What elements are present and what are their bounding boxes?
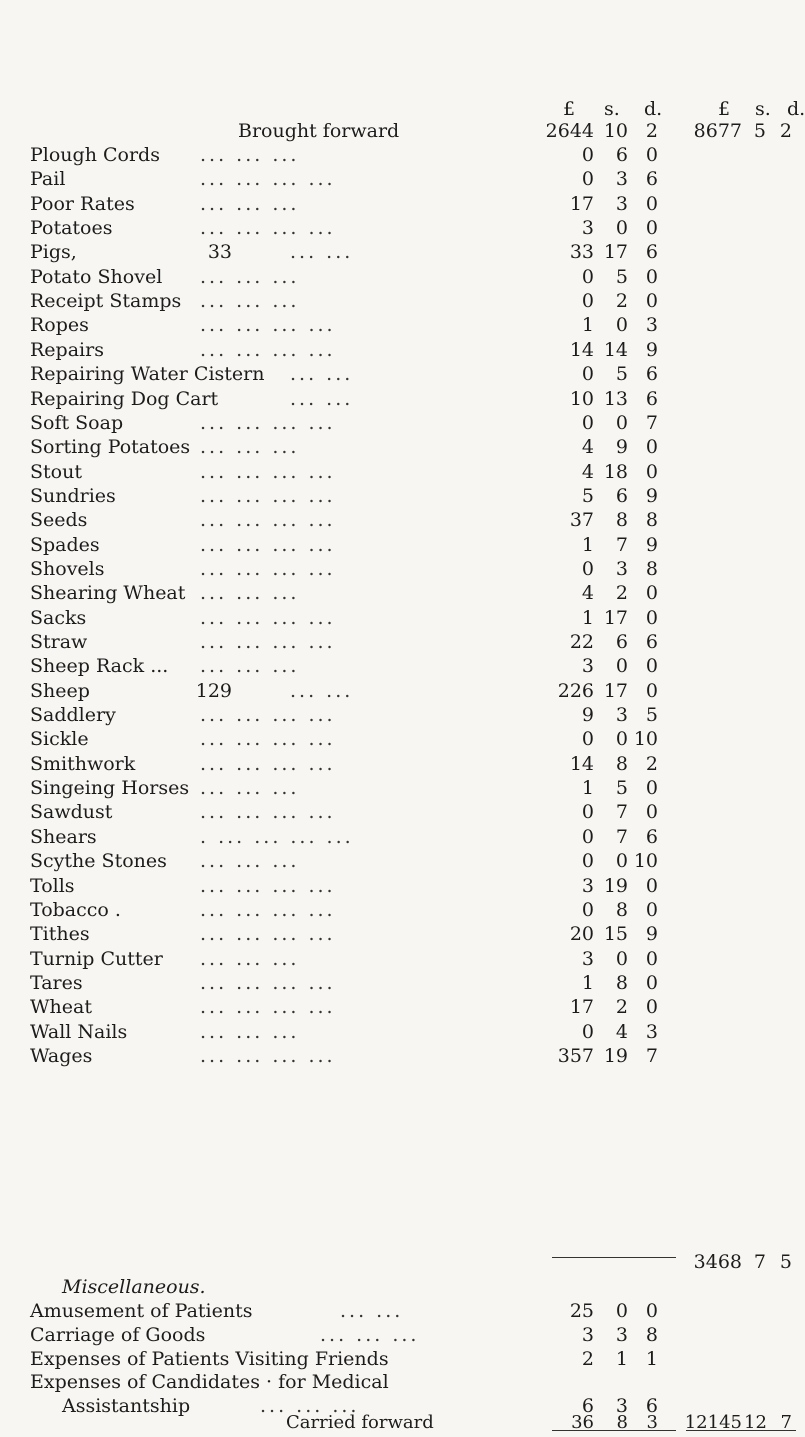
item-shillings: 17	[603, 680, 628, 702]
item-pounds: 0	[581, 801, 594, 823]
item-shillings: 0	[615, 655, 628, 677]
total-pound-header: £	[718, 98, 731, 120]
brought-forward-total-pence: 2	[779, 120, 792, 142]
item-pence: 7	[645, 412, 658, 434]
item-label: Sundries	[30, 485, 116, 507]
item-pence: 0	[645, 680, 658, 702]
item-pence: 9	[645, 485, 658, 507]
item-shillings: 17	[603, 607, 628, 629]
item-shillings: 2	[615, 582, 628, 604]
item-pence: 3	[645, 1021, 658, 1043]
item-pounds: 0	[581, 1021, 594, 1043]
item-pounds: 1	[581, 607, 594, 629]
leader-dots: ... ... ... ...	[200, 899, 336, 921]
misc-shillings: 0	[615, 1300, 628, 1322]
carried-forward-total-shillings: 12	[744, 1412, 767, 1433]
item-label: Ropes	[30, 314, 89, 336]
item-quantity: 33	[207, 241, 232, 263]
item-pounds: 357	[557, 1045, 594, 1067]
item-pounds: 4	[581, 582, 594, 604]
item-pounds: 9	[581, 704, 594, 726]
leader-dots: ... ... ... ...	[200, 534, 336, 556]
item-label: Potato Shovel	[30, 266, 163, 288]
leader-dots: ... ... ...	[200, 290, 300, 312]
leader-dots: ... ... ...	[200, 777, 300, 799]
brought-forward-label: Brought forward	[238, 120, 400, 142]
item-pounds: 0	[581, 290, 594, 312]
item-pence: 0	[645, 948, 658, 970]
misc-heading: Miscellaneous.	[62, 1276, 206, 1298]
item-pence: 0	[645, 875, 658, 897]
item-label: Straw	[30, 631, 88, 653]
item-pence: 0	[645, 801, 658, 823]
misc-item-label: Expenses of Candidates · for Medical	[30, 1371, 389, 1393]
item-shillings: 6	[615, 485, 628, 507]
item-shillings: 17	[603, 241, 628, 263]
leader-dots: ... ... ... ...	[200, 875, 336, 897]
item-pence: 3	[645, 314, 658, 336]
item-pence: 0	[645, 996, 658, 1018]
item-pounds: 3	[581, 875, 594, 897]
item-shillings: 18	[603, 461, 628, 483]
misc-pence: 8	[645, 1324, 658, 1346]
leader-dots: ... ...	[340, 1300, 404, 1322]
leader-dots: ... ... ...	[200, 655, 300, 677]
item-shillings: 14	[603, 339, 628, 361]
item-pounds: 37	[569, 509, 594, 531]
item-pounds: 3	[581, 217, 594, 239]
item-shillings: 0	[615, 948, 628, 970]
item-pence: 6	[645, 241, 658, 263]
brought-forward-total-pounds: 8677	[693, 120, 742, 142]
item-pounds: 33	[569, 241, 594, 263]
leader-dots: ... ... ... ...	[200, 631, 336, 653]
item-label: Potatoes	[30, 217, 113, 239]
item-label: Smithwork	[30, 753, 136, 775]
leader-dots: ... ... ...	[200, 193, 300, 215]
item-shillings: 5	[615, 777, 628, 799]
item-label: Wheat	[30, 996, 92, 1018]
item-shillings: 5	[615, 363, 628, 385]
item-label: Singeing Horses	[30, 777, 190, 799]
item-label: Shearing Wheat	[30, 582, 186, 604]
item-pence: 6	[645, 168, 658, 190]
item-pence: 0	[645, 144, 658, 166]
leader-dots: ... ... ...	[200, 850, 300, 872]
item-pence: 0	[645, 217, 658, 239]
leader-dots: ... ... ... ...	[200, 923, 336, 945]
item-pence: 0	[645, 899, 658, 921]
item-pounds: 14	[569, 753, 594, 775]
misc-item-label: Carriage of Goods	[30, 1324, 206, 1346]
item-shillings: 3	[615, 193, 628, 215]
leader-dots: ... ... ... ...	[200, 753, 336, 775]
total-pence-header: d.	[787, 98, 805, 120]
misc-shillings: 3	[615, 1395, 628, 1417]
item-pence: 0	[645, 436, 658, 458]
leader-dots: ... ... ...	[260, 1395, 360, 1417]
item-pence: 2	[645, 753, 658, 775]
leader-dots: ... ... ...	[200, 436, 300, 458]
item-label: Plough Cords	[30, 144, 160, 166]
item-shillings: 15	[603, 923, 628, 945]
item-label: Tobacco .	[30, 899, 121, 921]
misc-pence: 0	[645, 1300, 658, 1322]
item-quantity: 129	[195, 680, 232, 702]
item-pence: 6	[645, 631, 658, 653]
misc-item-label: Expenses of Patients Visiting Friends	[30, 1348, 389, 1370]
item-pounds: 1	[581, 314, 594, 336]
item-label: Stout	[30, 461, 82, 483]
item-label: Repairing Water Cistern	[30, 363, 265, 385]
item-label: Pigs,	[30, 241, 77, 263]
leader-dots: ... ... ... ...	[200, 607, 336, 629]
item-pence: 10	[633, 850, 658, 872]
item-pence: 0	[645, 777, 658, 799]
item-pounds: 20	[569, 923, 594, 945]
brought-forward-pounds: 2644	[545, 120, 594, 142]
item-shillings: 8	[615, 509, 628, 531]
leader-dots: ... ... ... ...	[200, 704, 336, 726]
misc-shillings: 1	[615, 1348, 628, 1370]
item-pounds: 17	[569, 996, 594, 1018]
leader-dots: ... ... ...	[200, 948, 300, 970]
brought-forward-shillings: 10	[603, 120, 628, 142]
leader-dots: ... ... ... ...	[200, 461, 336, 483]
item-pence: 0	[645, 972, 658, 994]
leader-dots: ... ... ... ...	[200, 339, 336, 361]
brought-forward-pence: 2	[645, 120, 658, 142]
item-pence: 0	[645, 582, 658, 604]
leader-dots: ... ... ... ...	[200, 412, 336, 434]
item-label: Shears	[30, 826, 97, 848]
item-shillings: 19	[603, 1045, 628, 1067]
misc-shillings: 3	[615, 1324, 628, 1346]
item-label: Spades	[30, 534, 100, 556]
item-shillings: 5	[615, 266, 628, 288]
item-pence: 8	[645, 509, 658, 531]
item-shillings: 9	[615, 436, 628, 458]
item-shillings: 0	[615, 850, 628, 872]
item-pounds: 1	[581, 972, 594, 994]
item-pounds: 0	[581, 850, 594, 872]
item-pence: 0	[645, 655, 658, 677]
item-pence: 0	[645, 607, 658, 629]
item-label: Wall Nails	[30, 1021, 128, 1043]
subtotal-rule	[552, 1257, 676, 1258]
misc-pounds: 6	[581, 1395, 594, 1417]
item-label: Scythe Stones	[30, 850, 167, 872]
item-label: Wages	[30, 1045, 93, 1067]
item-pounds: 0	[581, 728, 594, 750]
carried-forward-shillings: 8	[616, 1412, 628, 1433]
item-pounds: 0	[581, 266, 594, 288]
item-pounds: 226	[557, 680, 594, 702]
item-label: Sacks	[30, 607, 87, 629]
item-pence: 9	[645, 923, 658, 945]
item-pence: 10	[633, 728, 658, 750]
item-label: Sheep Rack ...	[30, 655, 169, 677]
item-label: Soft Soap	[30, 412, 124, 434]
leader-dots: ... ... ... ...	[200, 485, 336, 507]
leader-dots: ... ... ... ...	[200, 558, 336, 580]
item-pounds: 10	[569, 388, 594, 410]
leader-dots: . ... ... ... ...	[200, 826, 354, 848]
leader-dots: ... ... ... ...	[200, 168, 336, 190]
item-pounds: 0	[581, 144, 594, 166]
item-label: Sheep	[30, 680, 90, 702]
misc-pence: 1	[645, 1348, 658, 1370]
item-label: Tares	[30, 972, 83, 994]
item-pounds: 0	[581, 558, 594, 580]
item-shillings: 3	[615, 558, 628, 580]
leader-dots: ... ...	[290, 388, 354, 410]
leader-dots: ... ... ...	[200, 1021, 300, 1043]
total-shilling-header: s.	[755, 98, 771, 120]
item-pence: 6	[645, 363, 658, 385]
leader-dots: ... ... ... ...	[200, 972, 336, 994]
carried-forward-pence: 3	[646, 1412, 658, 1433]
item-pence: 6	[645, 826, 658, 848]
leader-dots: ... ... ... ...	[200, 509, 336, 531]
item-label: Sawdust	[30, 801, 113, 823]
section-total-shillings: 7	[753, 1251, 766, 1273]
item-pounds: 3	[581, 655, 594, 677]
misc-item-label: Amusement of Patients	[30, 1300, 253, 1322]
item-pounds: 0	[581, 168, 594, 190]
leader-dots: ... ...	[290, 680, 354, 702]
misc-pounds: 3	[581, 1324, 594, 1346]
misc-item-label-cont: Assistantship	[62, 1395, 191, 1417]
item-pounds: 0	[581, 412, 594, 434]
item-shillings: 7	[615, 534, 628, 556]
item-shillings: 3	[615, 704, 628, 726]
item-label: Shovels	[30, 558, 105, 580]
item-shillings: 0	[615, 412, 628, 434]
section-total-pounds: 3468	[693, 1251, 742, 1273]
misc-pence: 6	[645, 1395, 658, 1417]
item-pence: 5	[645, 704, 658, 726]
leader-dots: ... ...	[290, 241, 354, 263]
misc-pounds: 25	[569, 1300, 594, 1322]
item-label: Saddlery	[30, 704, 116, 726]
item-shillings: 0	[615, 728, 628, 750]
item-label: Poor Rates	[30, 193, 135, 215]
item-pounds: 4	[581, 436, 594, 458]
item-label: Tolls	[30, 875, 75, 897]
item-shillings: 2	[615, 996, 628, 1018]
item-label: Seeds	[30, 509, 88, 531]
brought-forward-total-shillings: 5	[753, 120, 766, 142]
item-label: Repairing Dog Cart	[30, 388, 219, 410]
item-label: Tithes	[30, 923, 90, 945]
leader-dots: ... ... ... ...	[200, 314, 336, 336]
section-total-pence: 5	[779, 1251, 792, 1273]
item-label: Turnip Cutter	[30, 948, 163, 970]
item-pence: 9	[645, 339, 658, 361]
item-shillings: 3	[615, 168, 628, 190]
item-pence: 7	[645, 1045, 658, 1067]
item-shillings: 0	[615, 217, 628, 239]
item-shillings: 8	[615, 753, 628, 775]
item-label: Pail	[30, 168, 66, 190]
item-label: Repairs	[30, 339, 104, 361]
item-shillings: 0	[615, 314, 628, 336]
item-shillings: 2	[615, 290, 628, 312]
item-pence: 0	[645, 461, 658, 483]
item-pence: 6	[645, 388, 658, 410]
item-shillings: 13	[603, 388, 628, 410]
item-shillings: 6	[615, 631, 628, 653]
item-shillings: 7	[615, 801, 628, 823]
leader-dots: ... ... ...	[200, 582, 300, 604]
shilling-header: s.	[604, 98, 620, 120]
item-pence: 0	[645, 266, 658, 288]
item-pence: 8	[645, 558, 658, 580]
carried-forward-label: Carried forward	[286, 1412, 434, 1433]
item-label: Sorting Potatoes	[30, 436, 191, 458]
leader-dots: ... ... ... ...	[200, 217, 336, 239]
leader-dots: ... ... ... ...	[200, 996, 336, 1018]
item-shillings: 8	[615, 972, 628, 994]
item-pence: 0	[645, 193, 658, 215]
leader-dots: ... ... ...	[200, 144, 300, 166]
item-pence: 9	[645, 534, 658, 556]
item-pounds: 17	[569, 193, 594, 215]
pence-header: d.	[644, 98, 663, 120]
item-pounds: 1	[581, 777, 594, 799]
leader-dots: ... ... ... ...	[200, 801, 336, 823]
leader-dots: ... ... ... ...	[200, 728, 336, 750]
item-pounds: 22	[569, 631, 594, 653]
item-pounds: 4	[581, 461, 594, 483]
item-label: Sickle	[30, 728, 89, 750]
item-shillings: 19	[603, 875, 628, 897]
item-shillings: 4	[615, 1021, 628, 1043]
item-pounds: 0	[581, 899, 594, 921]
item-label: Receipt Stamps	[30, 290, 182, 312]
item-shillings: 7	[615, 826, 628, 848]
carried-forward-total-pence: 7	[780, 1412, 792, 1433]
item-pounds: 0	[581, 826, 594, 848]
misc-pounds: 2	[581, 1348, 594, 1370]
carried-forward-pounds: 36	[571, 1412, 594, 1433]
item-pounds: 14	[569, 339, 594, 361]
item-shillings: 8	[615, 899, 628, 921]
leader-dots: ... ...	[290, 363, 354, 385]
item-pounds: 5	[581, 485, 594, 507]
leader-dots: ... ... ... ...	[200, 1045, 336, 1067]
leader-dots: ... ... ...	[200, 266, 300, 288]
item-pounds: 1	[581, 534, 594, 556]
item-pounds: 3	[581, 948, 594, 970]
leader-dots: ... ... ...	[320, 1324, 420, 1346]
item-shillings: 6	[615, 144, 628, 166]
item-pence: 0	[645, 290, 658, 312]
item-pounds: 0	[581, 363, 594, 385]
pound-header: £	[563, 98, 576, 120]
carried-forward-total-pounds: 12145	[684, 1412, 742, 1433]
